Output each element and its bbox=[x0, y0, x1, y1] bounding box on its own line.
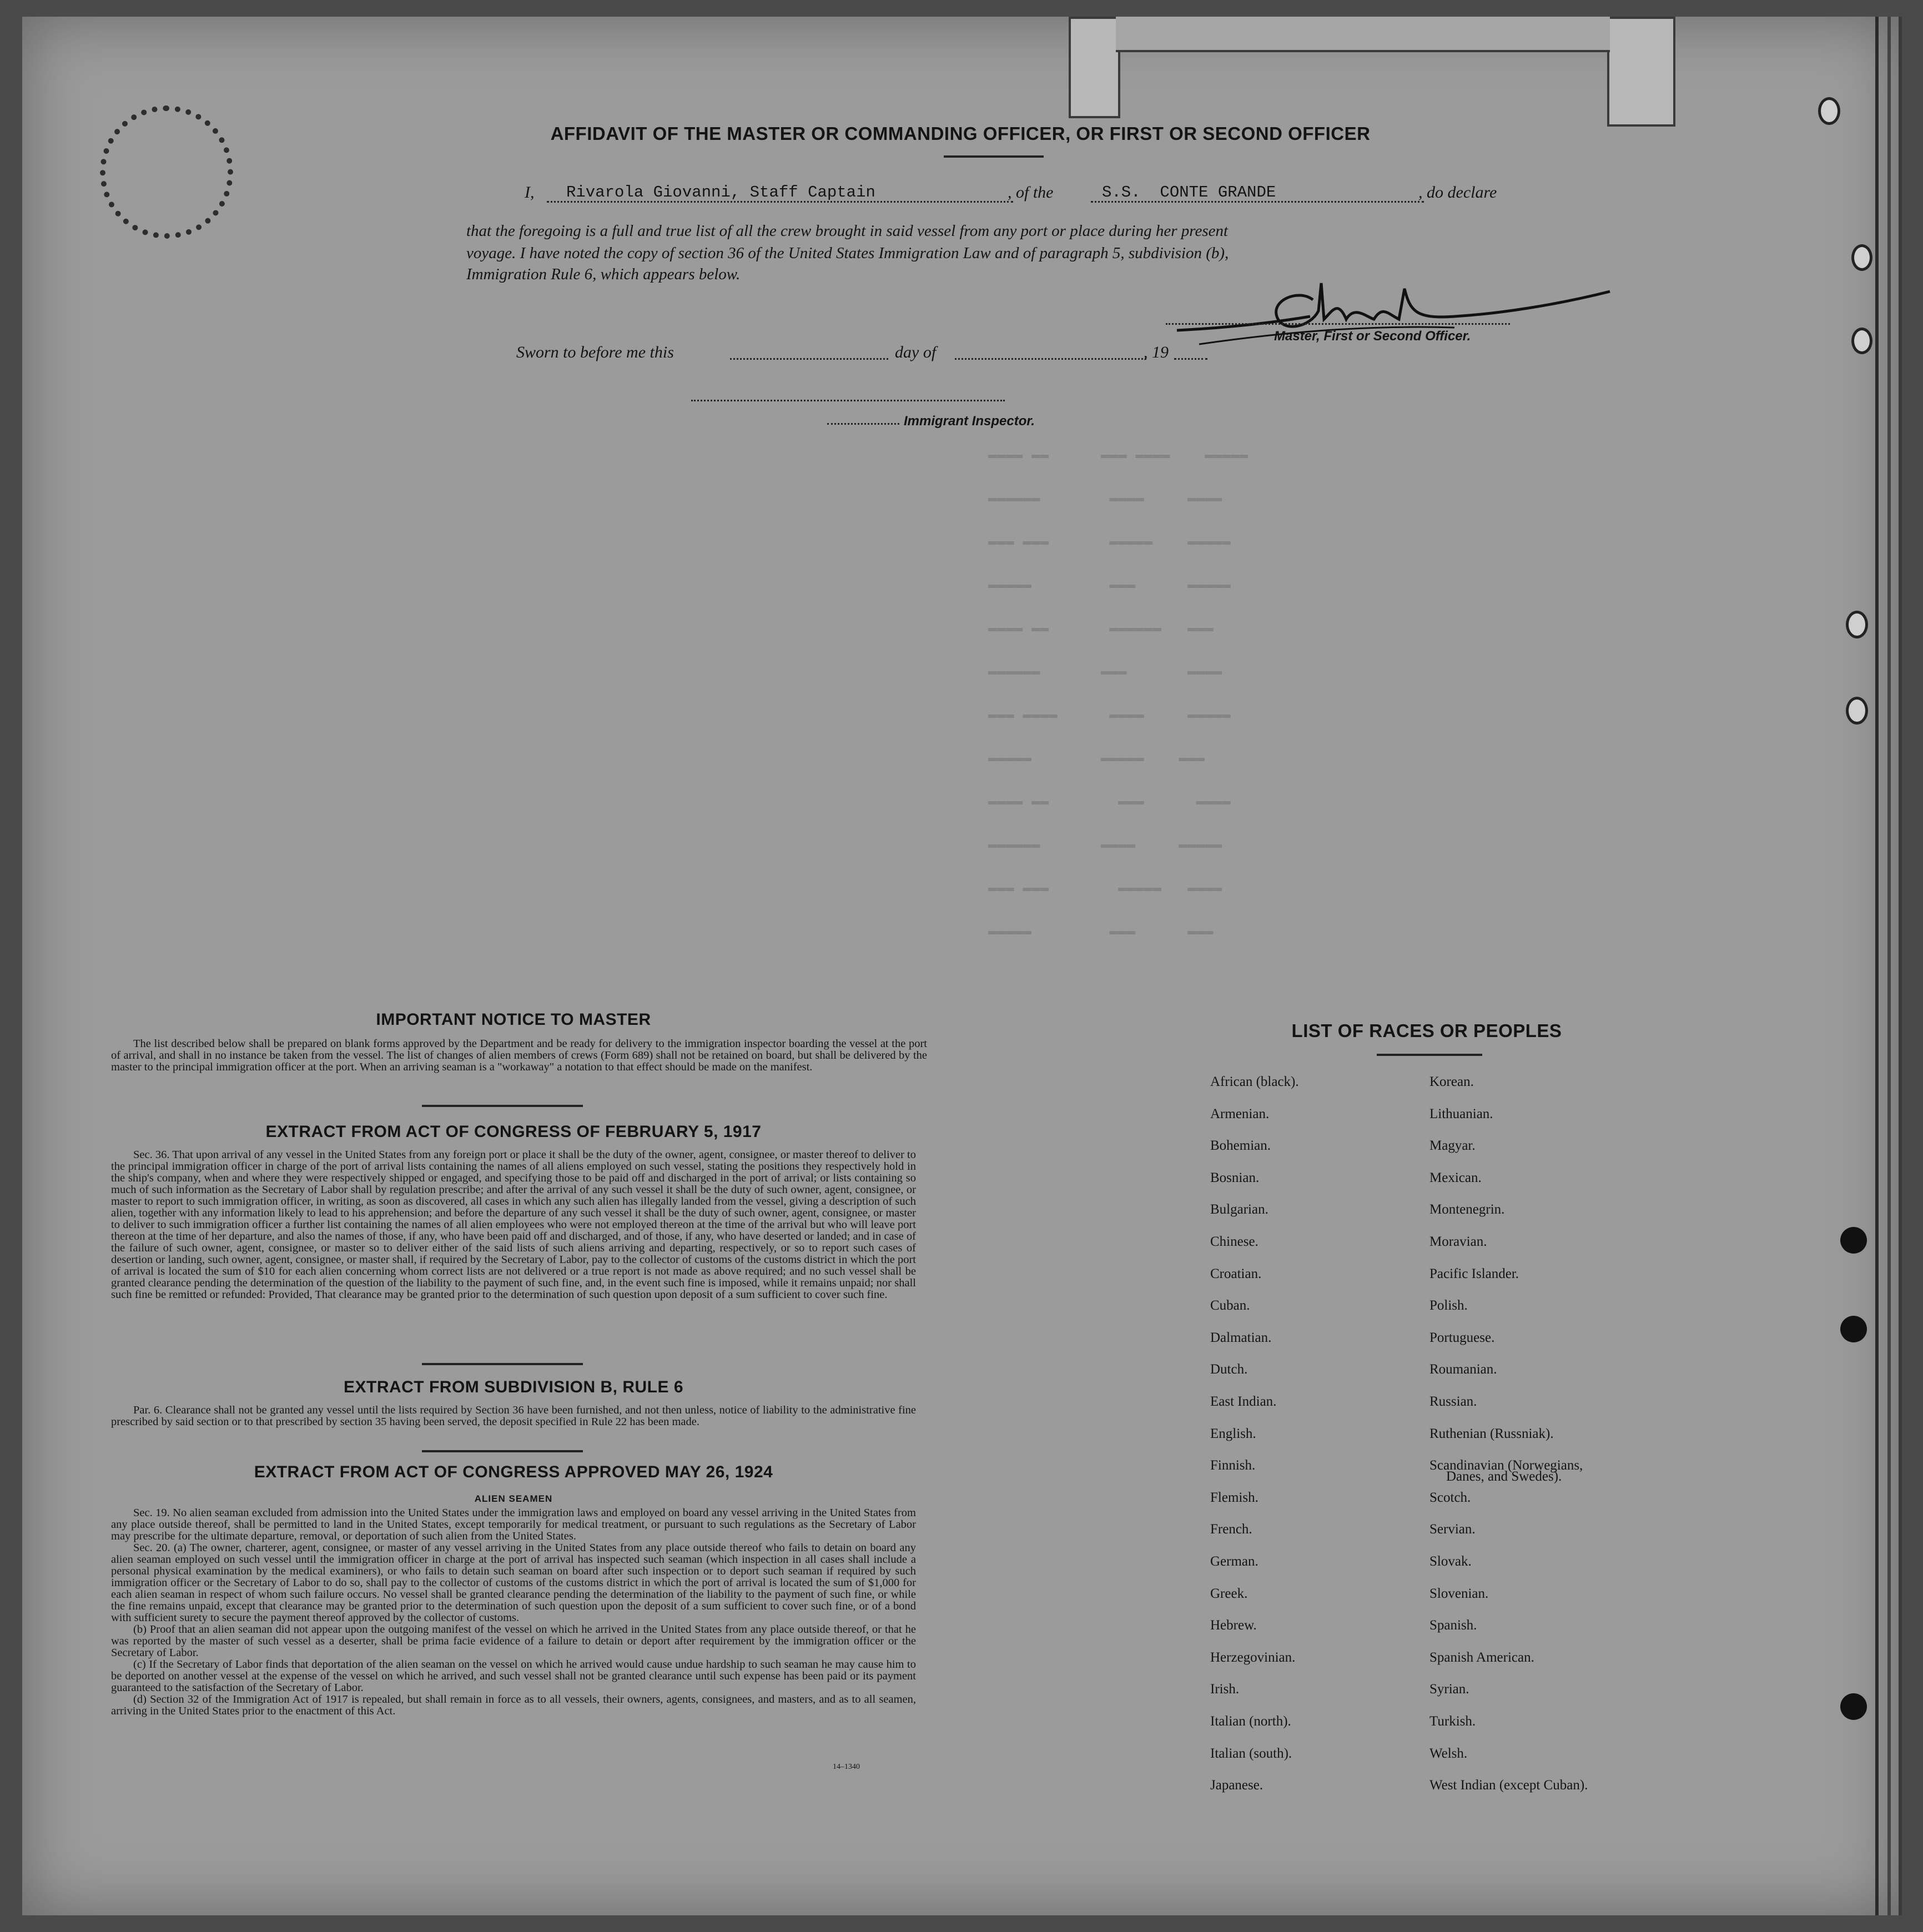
signature bbox=[1166, 266, 1627, 361]
race-entry: Spanish American. bbox=[1429, 1649, 1534, 1665]
binder-hole bbox=[1851, 328, 1872, 354]
of-the-label: , of the bbox=[1008, 183, 1054, 202]
race-entry: Flemish. bbox=[1210, 1490, 1258, 1505]
affidavit-line: voyage. I have noted the copy of section 36 of the United States Immigration Law and of paragraph 5, subdivision (b), bbox=[466, 244, 1229, 262]
fill-line bbox=[955, 358, 1146, 360]
declarant-prefix: I, bbox=[525, 183, 535, 202]
race-entry: Syrian. bbox=[1429, 1682, 1469, 1697]
binder-hole bbox=[1846, 697, 1868, 724]
signature-line bbox=[1166, 323, 1510, 325]
race-entry: Polish. bbox=[1429, 1298, 1468, 1314]
race-entry: Scandinavian (Norwegians, bbox=[1429, 1458, 1583, 1473]
divider bbox=[422, 1450, 583, 1452]
extract-rule6-title: EXTRACT FROM SUBDIVISION B, RULE 6 bbox=[343, 1378, 684, 1396]
race-entry: Montenegrin. bbox=[1429, 1202, 1505, 1217]
race-entry: Bohemian. bbox=[1210, 1138, 1271, 1154]
section-19-paragraph: Sec. 19. No alien seaman excluded from admission into the United States under the immigration laws and employed on board any vessel arriving in the United States from any place outside thereof, shall be permitted to land in the United States, except temporarily for medical treatment, or pursuant to such regulations as the Secretary of Labor may prescribe for the ultimate departure, removal, or deportation of such alien from the United States. bbox=[111, 1507, 916, 1542]
race-entry: East Indian. bbox=[1210, 1394, 1277, 1409]
fill-line bbox=[827, 423, 899, 425]
race-entry: Cuban. bbox=[1210, 1298, 1250, 1314]
vessel-name: S.S. CONTE GRANDE bbox=[1102, 183, 1276, 202]
race-entry: Herzegovinian. bbox=[1210, 1649, 1296, 1665]
binder-hole bbox=[1846, 611, 1868, 638]
race-entry: Irish. bbox=[1210, 1682, 1240, 1697]
divider bbox=[422, 1363, 583, 1365]
affidavit-line: that the foregoing is a full and true list of all the crew brought in said vessel from any port or place during her present bbox=[466, 222, 1229, 240]
race-entry: Turkish. bbox=[1429, 1714, 1476, 1729]
paper-tab bbox=[1069, 17, 1120, 118]
section-20b-paragraph: (b) Proof that an alien seaman did not appear upon the outgoing manifest of the vessel on which he arrived in the United States from any place outside thereof, or that he was reported by the master of such vessel as a deserter, shall be prima facie evidence of a failure to detain or deport after requirement by the immigration officer or the Secretary of Labor. bbox=[111, 1623, 916, 1659]
paper-fold bbox=[1116, 17, 1610, 52]
race-entry: Mexican. bbox=[1429, 1170, 1482, 1185]
race-entry: English. bbox=[1210, 1426, 1256, 1441]
section-20d-paragraph: (d) Section 32 of the Immigration Act of 1917 is repealed, but shall remain in force as to all vessels, their owners, agents, consignees, and masters, and as to all seamen, arriving in the United States prior to the enactment of this Act. bbox=[111, 1693, 916, 1717]
affidavit-title: AFFIDAVIT OF THE MASTER OR COMMANDING OFFICER, OR FIRST OR SECOND OFFICER bbox=[550, 123, 1371, 144]
race-entry: Dalmatian. bbox=[1210, 1330, 1272, 1345]
alien-seamen-subtitle: ALIEN SEAMEN bbox=[474, 1493, 553, 1504]
binder-hole bbox=[1818, 97, 1840, 125]
fill-line bbox=[1174, 358, 1207, 360]
declare-label: , do declare bbox=[1418, 183, 1497, 202]
divider bbox=[422, 1105, 583, 1107]
paper-tab bbox=[1607, 17, 1675, 127]
race-entry: Korean. bbox=[1429, 1074, 1474, 1089]
race-entry: Roumanian. bbox=[1429, 1362, 1497, 1377]
race-entry: Hebrew. bbox=[1210, 1618, 1257, 1633]
race-entry: French. bbox=[1210, 1522, 1252, 1537]
race-entry: Russian. bbox=[1429, 1394, 1477, 1409]
official-stamp bbox=[100, 105, 233, 239]
race-entry: Pacific Islander. bbox=[1429, 1266, 1519, 1281]
fill-line bbox=[547, 201, 1013, 203]
race-entry: Slovak. bbox=[1429, 1554, 1472, 1569]
race-entry: West Indian (except Cuban). bbox=[1429, 1778, 1588, 1793]
race-entry: Spanish. bbox=[1429, 1618, 1477, 1633]
race-entry: Bulgarian. bbox=[1210, 1202, 1268, 1217]
section-20c-paragraph: (c) If the Secretary of Labor finds that deportation of the alien seaman on the vessel on which he arrived would cause undue hardship to such seaman he may cause him to be deported on another vessel at the expense of the vessel on which he arrived, and such vessel shall not be granted clearance until such expense has been paid or its payment guaranteed to the satisfaction of the Secretary of Labor. bbox=[111, 1658, 916, 1694]
binder-hole bbox=[1840, 1316, 1867, 1342]
race-entry: Armenian. bbox=[1210, 1106, 1270, 1121]
race-entry: Slovenian. bbox=[1429, 1586, 1489, 1601]
extract-1917-title: EXTRACT FROM ACT OF CONGRESS OF FEBRUARY 5, 1917 bbox=[265, 1123, 762, 1141]
fill-line bbox=[730, 358, 888, 360]
inspector-label: Immigrant Inspector. bbox=[904, 414, 1035, 429]
binder-hole bbox=[1840, 1693, 1867, 1720]
race-entry: Servian. bbox=[1429, 1522, 1476, 1537]
form-number: 14–1340 bbox=[833, 1763, 860, 1771]
race-entry: Bosnian. bbox=[1210, 1170, 1260, 1185]
fill-line bbox=[1091, 201, 1424, 203]
notice-title: IMPORTANT NOTICE TO MASTER bbox=[376, 1010, 651, 1029]
extract-rule6-paragraph: Par. 6. Clearance shall not be granted any vessel until the lists required by Section 36 have been furnished, and not then unless, notice of liability to the administrative fine prescribed by said section or to that prescribed by section 35 having been served, the deposit specified in Rule 22 has been made. bbox=[111, 1404, 916, 1428]
race-entry: Chinese. bbox=[1210, 1234, 1258, 1249]
affidavit-line: Immigration Rule 6, which appears below. bbox=[466, 265, 741, 283]
race-entry: Croatian. bbox=[1210, 1266, 1262, 1281]
divider bbox=[1377, 1054, 1482, 1056]
race-entry: Greek. bbox=[1210, 1586, 1248, 1601]
race-entry: Italian (south). bbox=[1210, 1745, 1292, 1761]
section-20a-paragraph: Sec. 20. (a) The owner, charterer, agent, consignee, or master of any vessel arriving in the United States from any place outside thereof who fails to detain on board any alien seaman employed on such vessel until the immigration officer in charge at the port of arrival has inspected such seaman (which inspection in all cases shall include a personal physical examination by the medical examiners), or who fails to detain such seaman on board after such inspection or to deport such seaman if required by such immigration officer or the Secretary of Labor to do so, shall pay to the collector of customs of the customs district in which the port of arrival is located the sum of $1,000 for each alien seaman in respect of whom such failure occurs. No vessel shall be granted clearance pending the determination of the liability to the payment of such fine, or while the fine remains unpaid, except that clearance may be granted prior to the determination of such question upon the deposit of a sum sufficient to cover such fine, or of a bond with sufficient surety to secure the payment thereof approved by the collector of customs. bbox=[111, 1542, 916, 1624]
master-label: Master, First or Second Officer. bbox=[1274, 329, 1471, 344]
page-edge bbox=[1887, 17, 1891, 1915]
races-title: LIST OF RACES OR PEOPLES bbox=[1291, 1020, 1562, 1041]
race-entry: Finnish. bbox=[1210, 1458, 1256, 1473]
extract-1924-text bbox=[111, 1507, 916, 1717]
bleed-through: ▬▬▬▬ ▬▬ ▬▬▬ ▬▬▬▬ ▬▬▬▬▬ ▬▬▬▬▬▬ ▬▬▬▬ ▬▬▬▬ ▬▬▬ ▬▬▬ ▬▬▬▬▬ ▬▬▬▬▬ ▬▬▬▬▬ ▬▬▬ ▬▬▬▬▬ ▬▬▬▬ ▬▬ ▬▬▬▬▬▬ ▬▬▬ ▬▬▬▬▬▬ ▬▬▬ ▬▬▬▬ ▬▬▬ ▬▬▬▬ ▬▬▬▬ ▬▬▬▬▬ ▬▬▬▬▬ ▬▬▬▬▬ ▬▬▬ ▬▬▬▬ ▬▬ ▬▬▬ ▬▬▬▬ ▬▬▬▬▬▬ ▬▬▬▬ ▬▬▬▬▬ ▬▬▬ ▬▬▬ ▬▬▬▬▬ ▬▬▬▬ ▬▬▬▬▬ ▬▬▬ ▬▬▬ bbox=[988, 446, 1249, 939]
page-edge bbox=[1875, 17, 1879, 1915]
inspector-signature-line bbox=[691, 400, 1005, 401]
race-entry: German. bbox=[1210, 1554, 1258, 1569]
binder-hole bbox=[1851, 244, 1872, 271]
binder-hole bbox=[1840, 1227, 1867, 1254]
race-entry: Danes, and Swedes). bbox=[1446, 1469, 1562, 1484]
notice-text bbox=[111, 1038, 927, 1073]
race-entry: Lithuanian. bbox=[1429, 1106, 1493, 1121]
race-entry: Ruthenian (Russniak). bbox=[1429, 1426, 1554, 1441]
race-entry: Magyar. bbox=[1429, 1138, 1476, 1154]
notice-paragraph: The list described below shall be prepared on blank forms approved by the Department and be ready for delivery to the immigration inspector boarding the vessel at the port of arrival, and shall in no instance be taken from the vessel. The list of changes of alien members of crews (Form 689) shall not be retained on board, but shall be delivered by the master to the principal immigration officer at the port. When an arriving seaman is a "workaway" a notation to that effect should be made on the manifest. bbox=[111, 1038, 927, 1073]
sworn-label: Sworn to before me this bbox=[516, 343, 674, 361]
page-edge bbox=[1899, 17, 1902, 1915]
extract-1924-title: EXTRACT FROM ACT OF CONGRESS APPROVED MAY 26, 1924 bbox=[254, 1463, 773, 1481]
race-entry: Japanese. bbox=[1210, 1778, 1263, 1793]
extract-rule6-text bbox=[111, 1405, 916, 1428]
race-entry: Italian (north). bbox=[1210, 1714, 1291, 1729]
declarant-name: Rivarola Giovanni, Staff Captain bbox=[566, 183, 875, 202]
race-entry: Scotch. bbox=[1429, 1490, 1471, 1505]
extract-1917-text bbox=[111, 1149, 916, 1301]
race-entry: Dutch. bbox=[1210, 1362, 1248, 1377]
divider bbox=[944, 155, 1044, 158]
race-entry: Moravian. bbox=[1429, 1234, 1487, 1249]
year-label: , 19 bbox=[1144, 343, 1169, 361]
extract-1917-paragraph: Sec. 36. That upon arrival of any vessel in the United States from any foreign port or place it shall be the duty of the owner, agent, consignee, or master thereof to deliver to the principal immigration officer in charge of the port of arrival lists containing the names of all aliens employed on such vessel, stating the positions they respectively hold in the ship's company, when and where they were respectively shipped or engaged, and specifying those to be paid off and discharged in the port of arrival; or lists containing so much of such information as the Secretary of Labor shall by regulation prescribe; and after the arrival of any such vessel it shall be the duty of such owner, agent, consignee, or master to report to such immigration officer, in writing, as soon as discovered, all cases in which any such alien has illegally landed from the vessel, giving a description of such alien, together with any information likely to lead to his apprehension; and before the departure of any such vessel it shall be the duty of such owner, agent, consignee, or master to deliver to such immigration officer a further list containing the names of all alien employees who were not employed thereon at the time of the arrival but who will leave port thereon at the time of her departure, and also the names of those, if any, who have been paid off and discharged, and of those, if any, who have deserted or landed; and in case of the failure of such owner, agent, consignee, or master so to deliver either of the said lists of such aliens arriving and departing, respectively, or so to report such cases of desertion or landing, such owner, agent, consignee, or master shall, if required by the Secretary of Labor, pay to the collector of customs of the customs district in which the port of arrival is located the sum of $10 for each alien concerning whom correct lists are not delivered or a true report is not made as above required; and no such vessel shall be granted clearance pending the determination of the question of the liability to the payment of such fine, and, in the event such fine is imposed, while it remains unpaid; nor shall such fine be remitted or refunded: Provided, That clearance may be granted prior to the determination of such question upon deposit of a sum sufficient to cover such fine. bbox=[111, 1149, 916, 1301]
race-entry: African (black). bbox=[1210, 1074, 1299, 1089]
race-entry: Welsh. bbox=[1429, 1745, 1468, 1761]
race-entry: Portuguese. bbox=[1429, 1330, 1495, 1345]
day-of-label: day of bbox=[895, 343, 937, 361]
